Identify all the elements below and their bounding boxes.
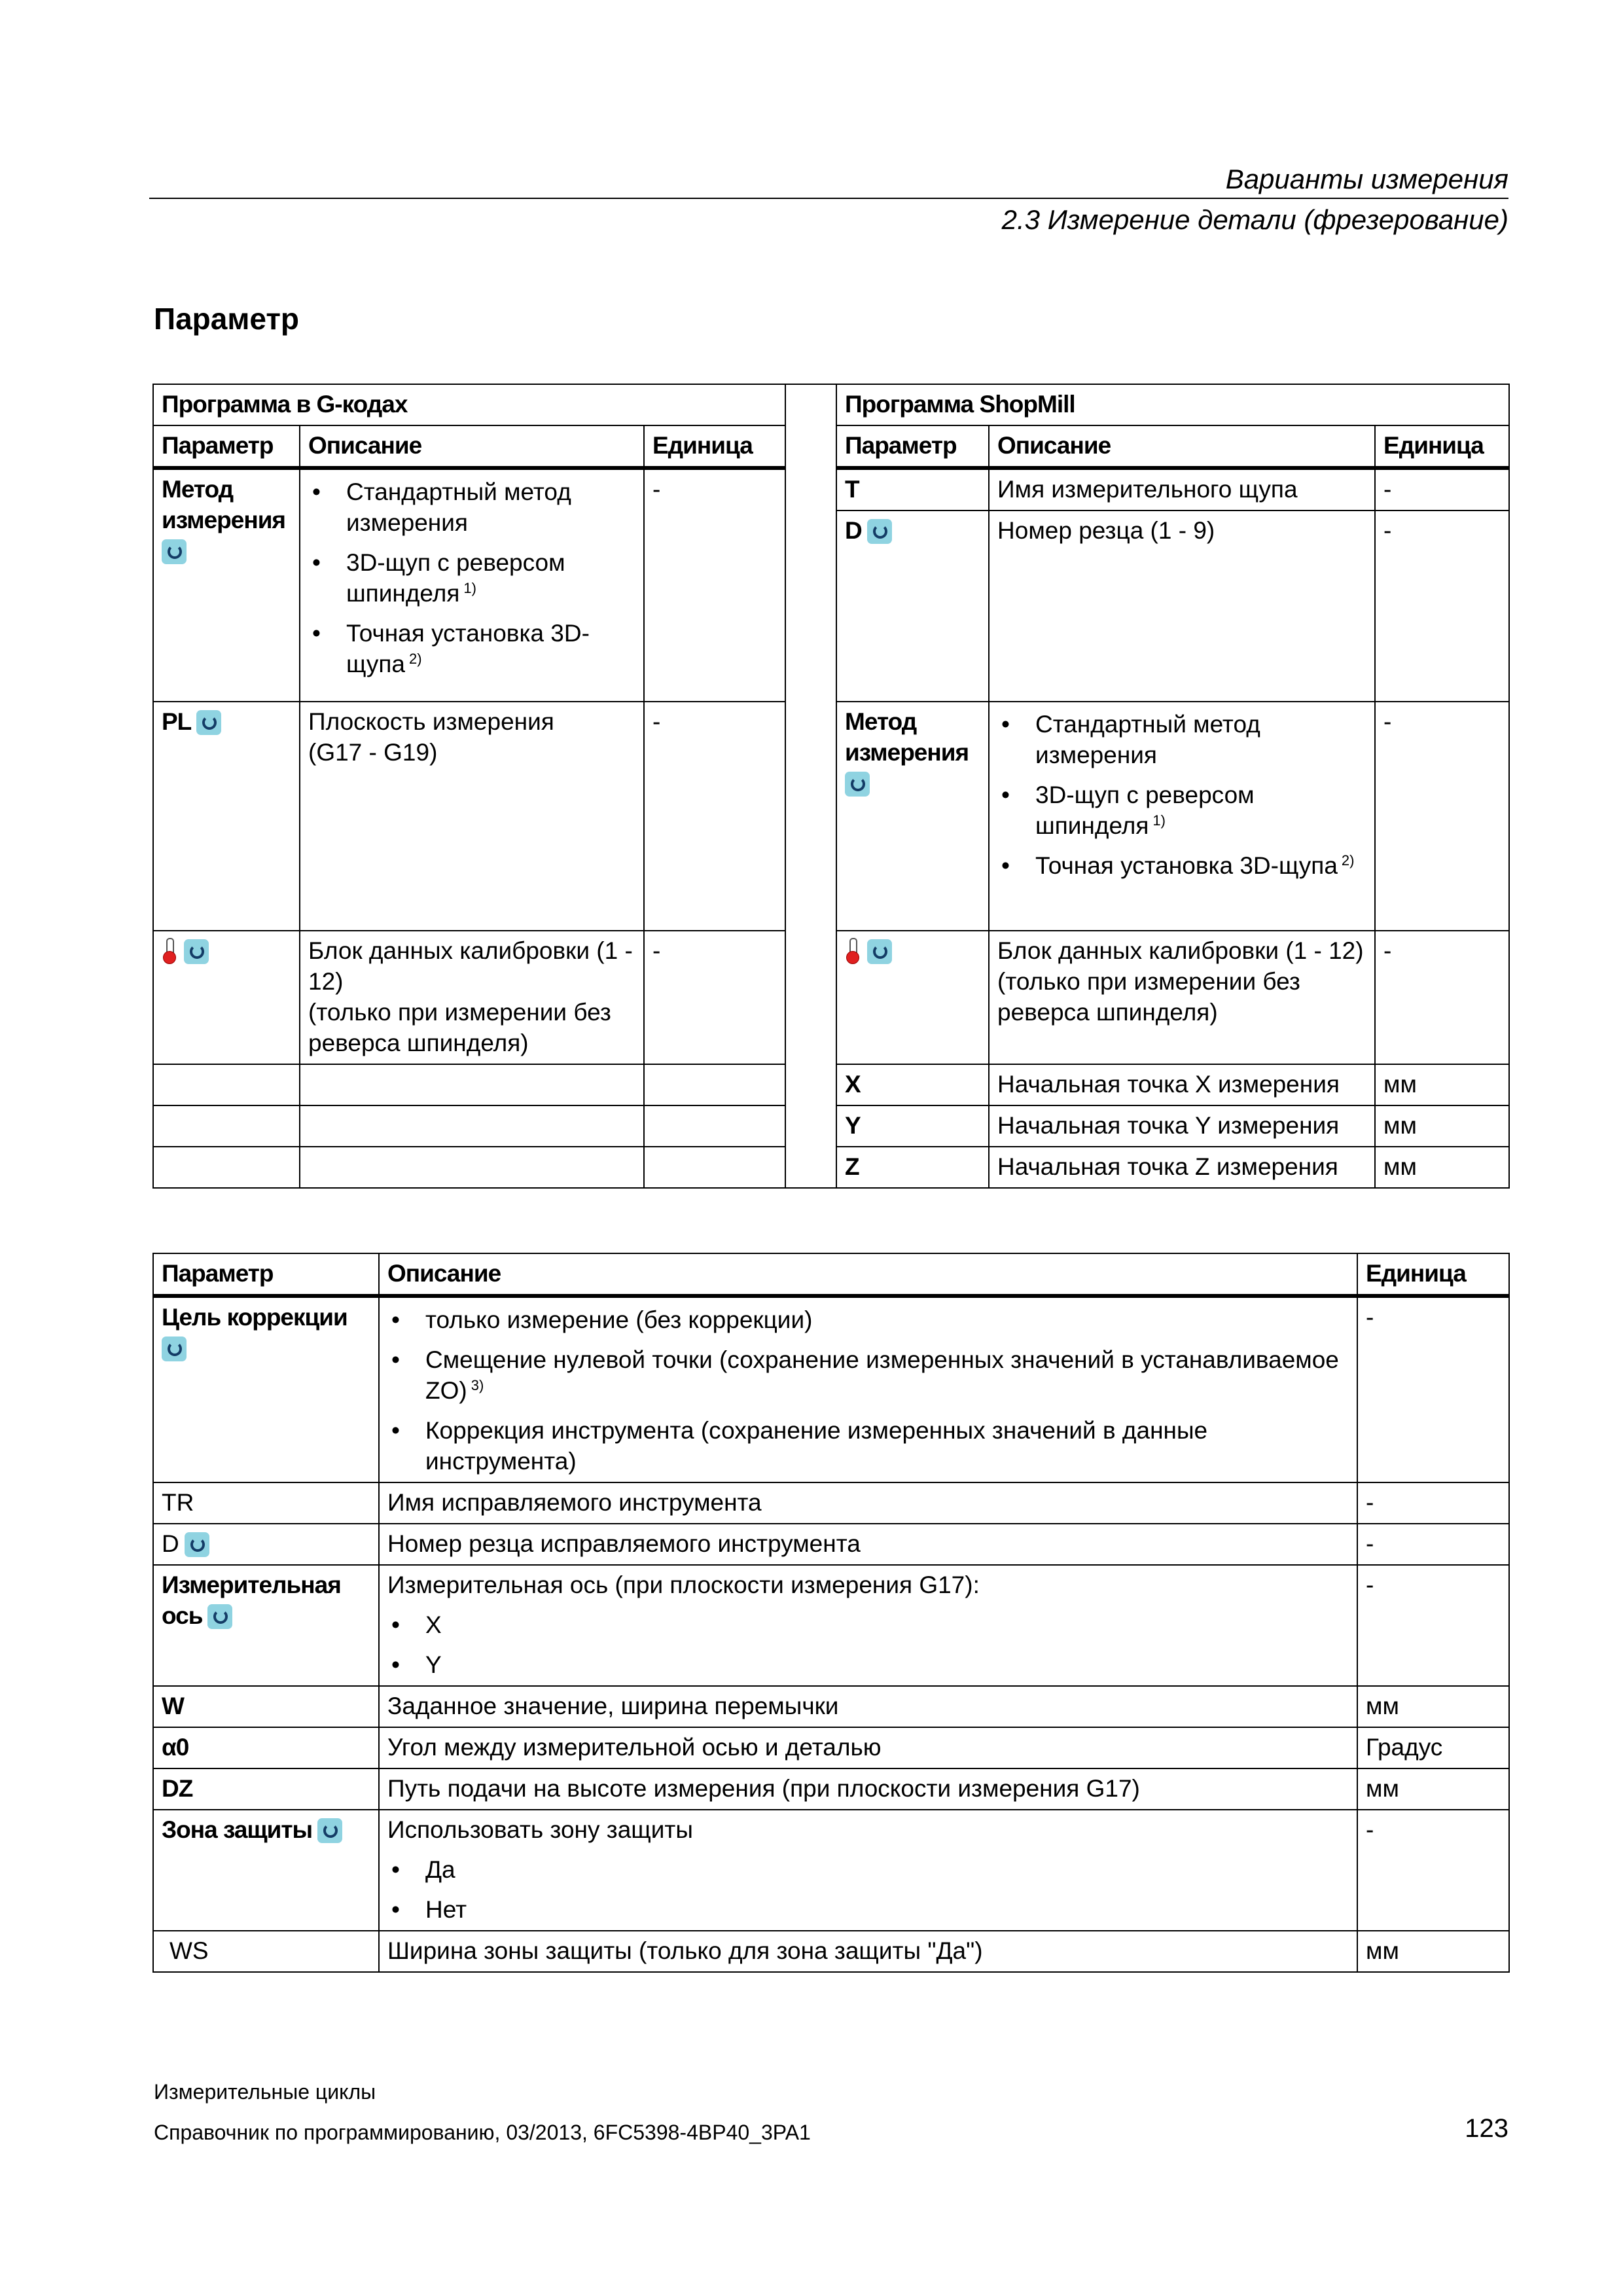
desc-measure-method	[300, 468, 644, 702]
unit-cell: -	[1375, 511, 1509, 702]
unit-cell: мм	[1357, 1768, 1509, 1810]
param-calibration	[836, 931, 989, 1064]
param-alpha0: α0	[153, 1727, 379, 1768]
toggle-select-icon[interactable]	[845, 772, 870, 797]
toggle-select-icon[interactable]	[162, 539, 187, 564]
desc-correction-target	[379, 1296, 1357, 1482]
toggle-select-icon[interactable]	[184, 939, 209, 964]
desc-cell: Угол между измерительной осью и деталью	[379, 1727, 1357, 1768]
toggle-select-icon[interactable]	[185, 1532, 209, 1557]
desc-cell: Ширина зоны защиты (только для зона защиты "Да")	[379, 1931, 1357, 1972]
thermometer-icon	[162, 938, 177, 964]
desc-cell: Блок данных калибровки (1 - 12) (только при измерении без реверса шпинделя)	[300, 931, 644, 1064]
unit-cell: -	[644, 931, 785, 1064]
params-table-1	[152, 384, 1510, 1189]
desc-protection-zone: Использовать зону защиты • Да • Нет	[379, 1810, 1357, 1931]
unit-cell: -	[1357, 1565, 1509, 1686]
toggle-select-icon[interactable]	[317, 1818, 342, 1843]
col-header-unit: Единица	[1357, 1253, 1509, 1296]
toggle-select-icon[interactable]	[196, 710, 221, 735]
desc-cell: Начальная точка X измерения	[989, 1064, 1375, 1105]
param-D: D	[836, 511, 989, 702]
desc-cell: Начальная точка Z измерения	[989, 1147, 1375, 1188]
unit-cell: -	[1375, 468, 1509, 511]
col-header-param: Параметр	[153, 425, 300, 468]
param-X: X	[836, 1064, 989, 1105]
desc-cell: Заданное значение, ширина перемычки	[379, 1686, 1357, 1727]
col-header-unit: Единица	[1375, 425, 1509, 468]
param-WS: WS	[153, 1931, 379, 1972]
param-calibration	[153, 931, 300, 1064]
param-TR: TR	[153, 1482, 379, 1524]
col-header-desc: Описание	[989, 425, 1375, 468]
list-item: • Точная установка 3D-щупа $^{2)}$	[308, 618, 635, 679]
param-Y: Y	[836, 1105, 989, 1147]
unit-cell: мм	[1357, 1686, 1509, 1727]
desc-cell: Путь подачи на высоте измерения (при плоскости измерения G17)	[379, 1768, 1357, 1810]
toggle-select-icon[interactable]	[867, 519, 892, 544]
thermometer-icon	[845, 938, 861, 964]
toggle-select-icon[interactable]	[162, 1336, 187, 1361]
unit-cell: мм	[1375, 1064, 1509, 1105]
param-D: D	[153, 1524, 379, 1565]
col-header-desc: Описание	[379, 1253, 1357, 1296]
list-item: • Нет	[387, 1894, 1349, 1925]
list-item: • Да	[387, 1854, 1349, 1885]
desc-cell: Блок данных калибровки (1 - 12) (только при измерении без реверса шпинделя)	[989, 931, 1375, 1064]
unit-cell: -	[1357, 1482, 1509, 1524]
list-item: • Стандартный метод измерения	[308, 476, 635, 538]
param-measuring-axis: Измерительная ось	[153, 1565, 379, 1686]
param-T: T	[836, 468, 989, 511]
column-gap	[785, 384, 836, 425]
list-item: • Коррекция инструмента (сохранение измеренных значений в данные инструмента)	[387, 1415, 1349, 1477]
page-number: 123	[1465, 2114, 1508, 2143]
unit-cell: -	[644, 702, 785, 931]
header-rule	[149, 198, 1508, 199]
footer-reference: Справочник по программированию, 03/2013, 6FC5398-4BP40_3PA1	[154, 2121, 811, 2144]
col-header-param: Параметр	[153, 1253, 379, 1296]
list-item: • Y	[387, 1649, 1349, 1680]
param-DZ: DZ	[153, 1768, 379, 1810]
desc-cell: Номер резца (1 - 9)	[989, 511, 1375, 702]
desc-cell: Имя исправляемого инструмента	[379, 1482, 1357, 1524]
list-item: • Точная установка 3D-щупа $^{2)}$	[997, 850, 1366, 881]
unit-cell: -	[1357, 1810, 1509, 1931]
unit-cell: -	[1357, 1524, 1509, 1565]
page-title: Параметр	[154, 302, 299, 336]
desc-measuring-axis: Измерительная ось (при плоскости измерения G17): • X • Y	[379, 1565, 1357, 1686]
subsection-header: 2.3 Измерение детали (фрезерование)	[1001, 204, 1508, 235]
unit-cell: -	[644, 468, 785, 702]
shopmill-program-title: Программа ShopMill	[836, 384, 1509, 425]
list-item: • 3D-щуп с реверсом шпинделя $^{1)}$	[997, 780, 1366, 841]
unit-cell: мм	[1375, 1147, 1509, 1188]
unit-cell: -	[1375, 931, 1509, 1064]
desc-cell: Номер резца исправляемого инструмента	[379, 1524, 1357, 1565]
desc-cell: Имя измерительного щупа	[989, 468, 1375, 511]
list-item: • Смещение нулевой точки (сохранение измеренных значений в устанавливаемое ZO) $^{3)}$	[387, 1344, 1349, 1406]
gcode-program-title: Программа в G-кодах	[153, 384, 785, 425]
list-item: • только измерение (без коррекции)	[387, 1304, 1349, 1335]
unit-cell: -	[1357, 1296, 1509, 1482]
param-measure-method: Метод измерения	[153, 468, 300, 702]
footer-title: Измерительные циклы	[154, 2080, 376, 2104]
list-item: • 3D-щуп с реверсом шпинделя $^{1)}$	[308, 547, 635, 609]
unit-cell: Градус	[1357, 1727, 1509, 1768]
unit-cell: мм	[1357, 1931, 1509, 1972]
list-item: • Стандартный метод измерения	[997, 709, 1366, 770]
desc-cell: Плоскость измерения (G17 - G19)	[300, 702, 644, 931]
param-Z: Z	[836, 1147, 989, 1188]
col-header-desc: Описание	[300, 425, 644, 468]
param-W: W	[153, 1686, 379, 1727]
unit-cell: -	[1375, 702, 1509, 931]
list-item: • X	[387, 1609, 1349, 1640]
desc-measure-method	[989, 702, 1375, 931]
unit-cell: мм	[1375, 1105, 1509, 1147]
param-measure-method: Метод измерения	[836, 702, 989, 931]
section-header: Варианты измерения	[1225, 164, 1508, 194]
param-correction-target: Цель коррекции	[153, 1296, 379, 1482]
param-PL: PL	[153, 702, 300, 931]
toggle-select-icon[interactable]	[207, 1604, 232, 1629]
desc-cell: Начальная точка Y измерения	[989, 1105, 1375, 1147]
toggle-select-icon[interactable]	[867, 939, 892, 964]
params-table-2	[152, 1253, 1510, 1973]
col-header-unit: Единица	[644, 425, 785, 468]
param-protection-zone: Зона защиты	[153, 1810, 379, 1931]
col-header-param: Параметр	[836, 425, 989, 468]
